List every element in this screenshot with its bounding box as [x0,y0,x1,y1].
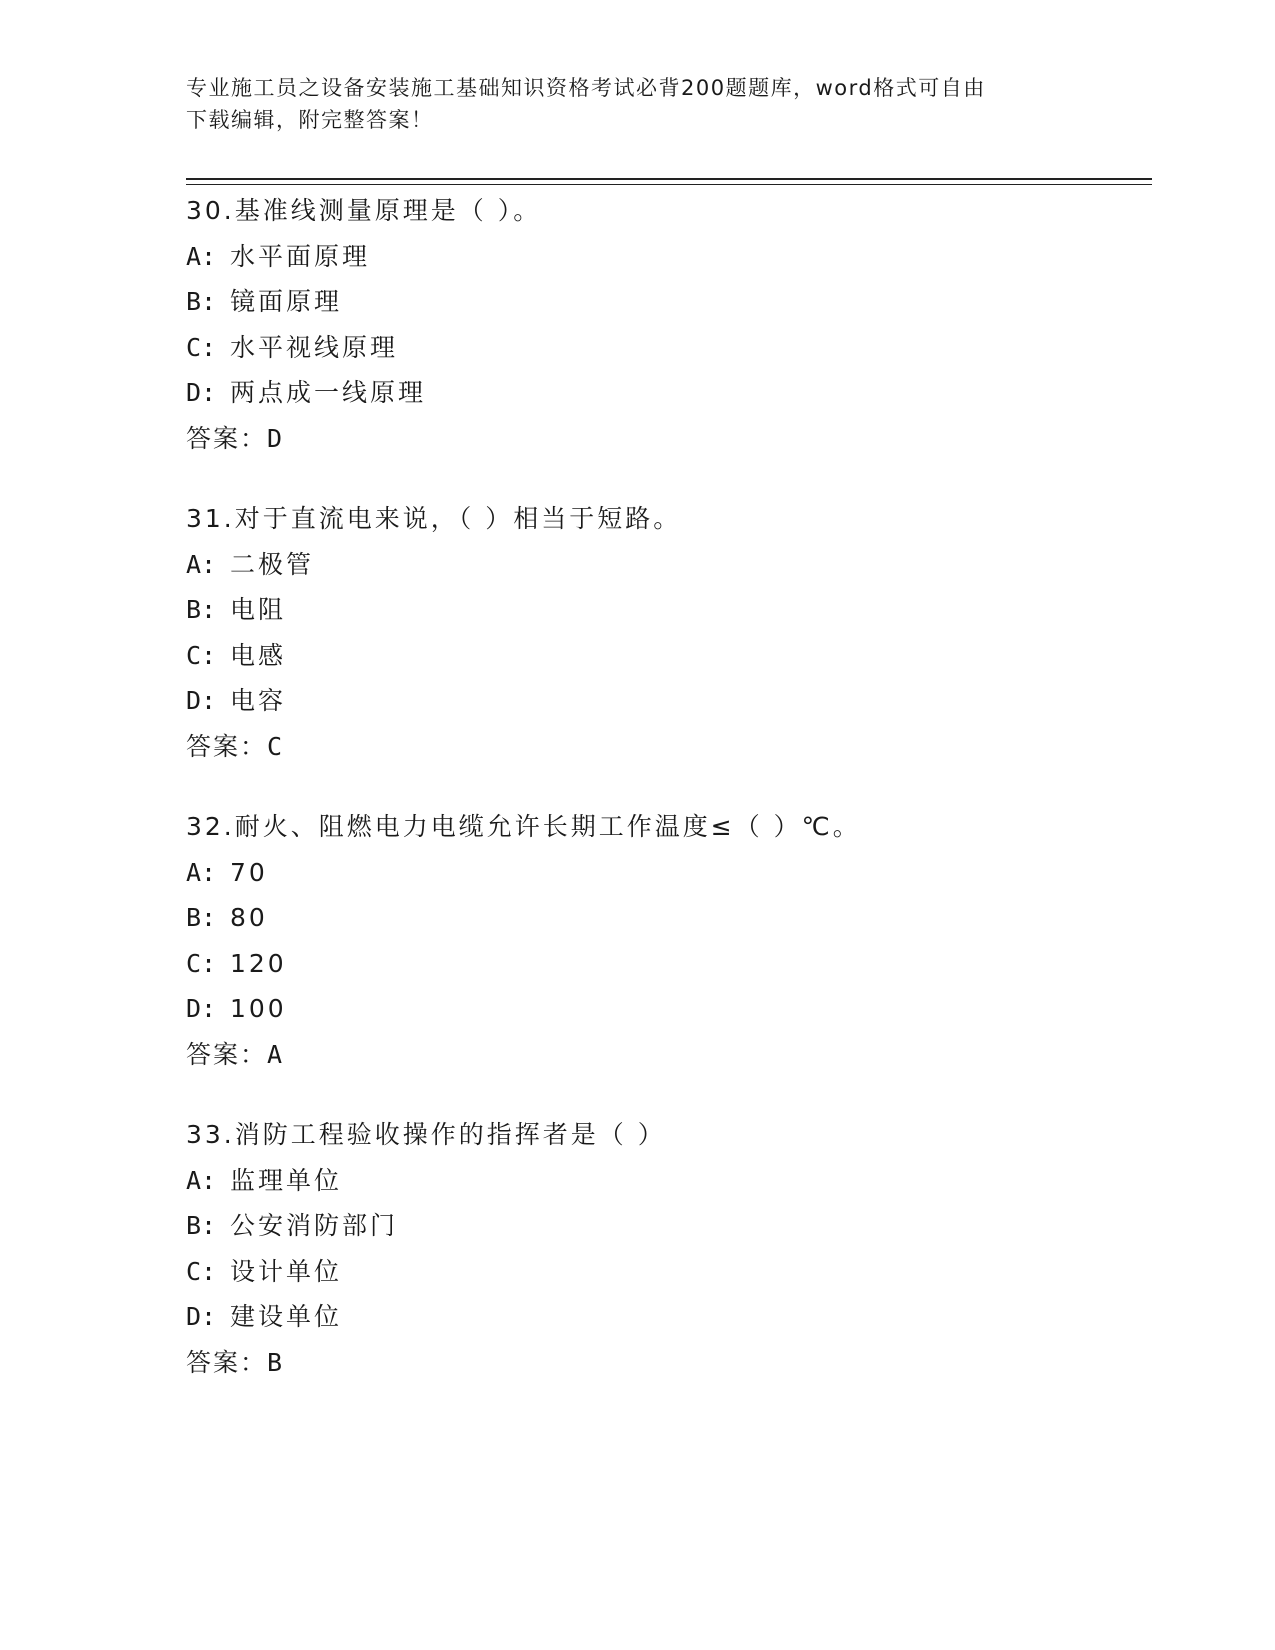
header-line-1: 专业施工员之设备安装施工基础知识资格考试必背200题题库，word格式可自由 [186,76,986,100]
question-block [186,1112,1152,1385]
question-list [186,188,1152,1420]
option-key: D: [186,994,217,1023]
option-key: C: [186,640,217,670]
answer-label: 答案： [186,423,268,453]
option-text: 设计单位 [230,1256,343,1286]
option-text: 100 [230,994,287,1023]
answer-line [186,416,1152,462]
option-b [186,1203,1152,1249]
option-d [186,986,1152,1032]
option-text: 70 [230,857,268,887]
option-b [186,895,1152,941]
option-c [186,325,1152,371]
question-stem: 32.耐火、阻燃电力电缆允许长期工作温度≤（ ）℃。 [186,812,861,841]
header-divider-thick [186,178,1152,180]
answer-value: B [267,1347,283,1377]
option-text: 公安消防部门 [230,1211,399,1240]
option-text: 两点成一线原理 [230,378,427,407]
option-text: 水平视线原理 [230,332,399,362]
answer-line [186,1340,1152,1386]
option-key: B: [186,1211,217,1240]
header-divider-thin [186,184,1152,185]
question-block [186,188,1152,461]
option-key: B: [186,595,217,624]
option-c [186,633,1152,679]
option-key: D: [186,1302,217,1331]
option-key: A: [186,241,217,271]
option-key: A: [186,549,217,579]
answer-label: 答案： [186,731,268,761]
option-key: C: [186,948,217,978]
option-d [186,678,1152,724]
option-key: A: [186,857,217,887]
option-key: C: [186,332,217,362]
option-key: B: [186,903,217,932]
option-text: 电感 [230,640,287,670]
option-a [186,1158,1152,1204]
option-text: 水平面原理 [230,241,371,271]
option-d [186,370,1152,416]
option-text: 电容 [230,686,287,715]
answer-line [186,724,1152,770]
answer-value: C [267,731,283,761]
option-a [186,234,1152,280]
option-text: 镜面原理 [230,287,343,316]
answer-value: D [267,423,283,453]
header-line-2: 下载编辑，附完整答案！ [186,108,434,132]
option-a [186,850,1152,896]
option-text: 80 [230,903,268,932]
answer-label: 答案： [186,1347,268,1377]
option-key: D: [186,686,217,715]
option-key: C: [186,1256,217,1286]
question-stem: 31.对于直流电来说，（ ）相当于短路。 [186,504,682,533]
option-text: 建设单位 [230,1302,343,1331]
option-a [186,542,1152,588]
option-key: B: [186,287,217,316]
option-text: 电阻 [230,595,287,624]
option-text: 二极管 [230,549,315,579]
option-c [186,1249,1152,1295]
option-key: A: [186,1165,217,1195]
question-block [186,496,1152,769]
answer-line [186,1032,1152,1078]
question-stem: 30.基准线测量原理是（ ）。 [186,196,542,225]
question-block [186,804,1152,1077]
answer-value: A [267,1039,283,1069]
option-b [186,587,1152,633]
option-text: 监理单位 [230,1165,343,1195]
answer-label: 答案： [186,1039,268,1069]
document-header [186,72,1066,136]
option-b [186,279,1152,325]
option-text: 120 [230,948,287,978]
question-stem: 33.消防工程验收操作的指挥者是（ ） [186,1120,666,1149]
option-c [186,941,1152,987]
option-key: D: [186,378,217,407]
option-d [186,1294,1152,1340]
